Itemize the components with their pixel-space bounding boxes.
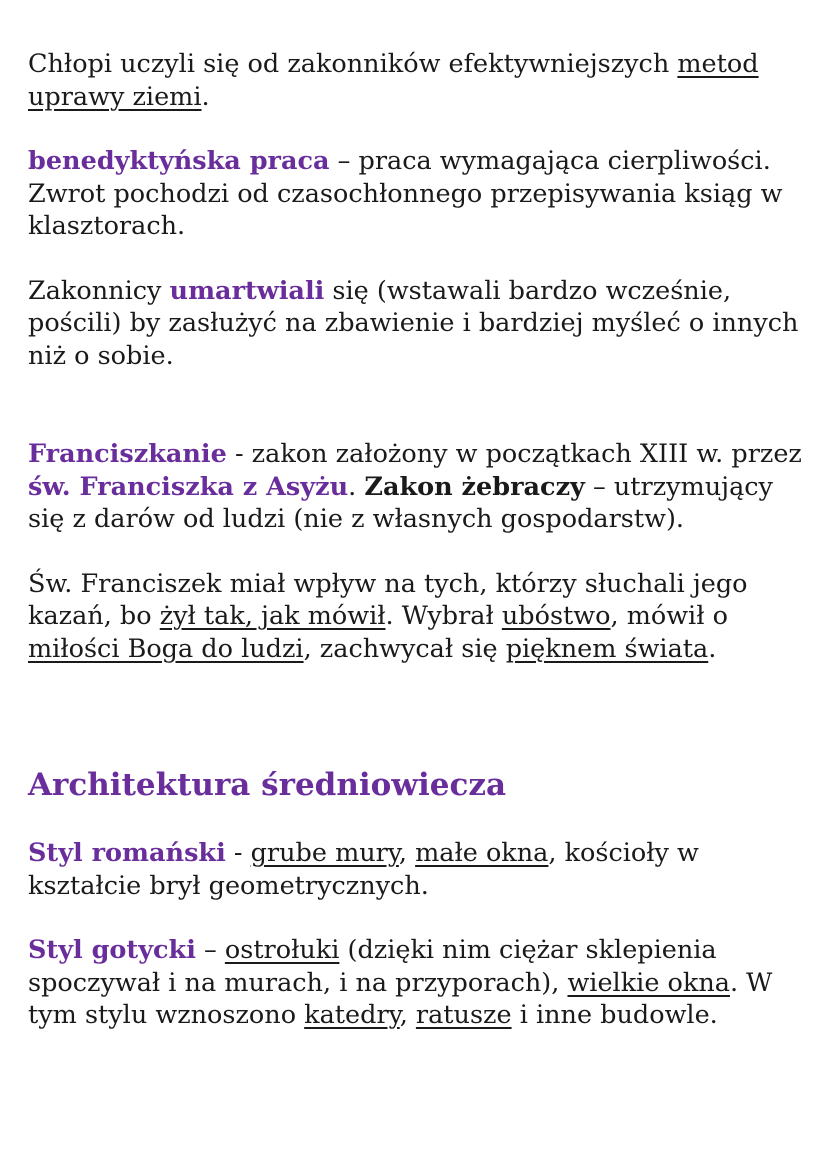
underline-lived-as-preached: żył tak, jak mówił [159, 601, 386, 631]
paragraph-st-francis: Św. Franciszek miał wpływ na tych, którzy słuchali jego kazań, bo żył tak, jak mówił. Wybrał ubóstwo, mówił o miłości Boga do ludzi, zachwycał się pięknem świata. [28, 568, 748, 664]
term-st-francis: św. Franciszka z Asyżu [28, 471, 349, 502]
underline-farming-methods: metod uprawy ziemi [28, 49, 759, 112]
paragraph-mortification: Zakonnicy umartwiali się (wstawali bardzo wcześnie, pościli) by zasłużyć na zbawienie i bardziej myśleć o innych niż o sobie. [28, 275, 799, 371]
term-franciscans: Franciszkanie [28, 439, 227, 469]
underline-cathedrals: katedry [304, 1000, 400, 1030]
underline-large-windows: wielkie okna [567, 967, 730, 998]
paragraph-gothic: Styl gotycki – ostrołuki (dzięki nim ciężar sklepienia spoczywał i na murach, i na przyporach), wielkie okna. W tym stylu wznoszono katedry, ratusze i inne budowle. [28, 935, 773, 1030]
underline-pointed-arches: ostrołuki [224, 935, 340, 965]
document-page [28, 48, 803, 1032]
paragraph-romanesque: Styl romański - grube mury, małe okna, kościoły w kształcie brył geometrycznych. [28, 838, 699, 901]
paragraph-benedictine-work: benedyktyńska praca – praca wymagająca cierpliwości. Zwrot pochodzi od czasochłonnego przepisywania ksiąg w klasztorach. [28, 146, 783, 241]
underline-small-windows: małe okna [415, 838, 549, 868]
term-mortification: umartwiali [169, 275, 325, 306]
underline-town-halls: ratusze [415, 1000, 512, 1030]
paragraph-franciscans: Franciszkanie - zakon założony w początkach XIII w. przez św. Franciszka z Asyżu. Zakon żebraczy – utrzymujący się z darów od ludzi (nie z własnych gospodarstw). [28, 439, 802, 534]
term-romanesque-style: Styl romański [28, 838, 226, 868]
term-gothic-style: Styl gotycki [28, 935, 196, 965]
underline-love-of-god: miłości Boga do ludzi [28, 633, 304, 664]
term-mendicant-order: Zakon żebraczy [364, 471, 585, 502]
term-benedictine-work: benedyktyńska praca [28, 146, 330, 176]
underline-beauty-of-world: pięknem świata [505, 633, 709, 664]
underline-poverty: ubóstwo [501, 601, 611, 631]
underline-thick-walls: grube mury [250, 838, 399, 868]
section-heading-architecture: Architektura średniowiecza [28, 767, 507, 803]
paragraph-farming-methods: Chłopi uczyli się od zakonników efektywniejszych metod uprawy ziemi. [28, 49, 759, 112]
